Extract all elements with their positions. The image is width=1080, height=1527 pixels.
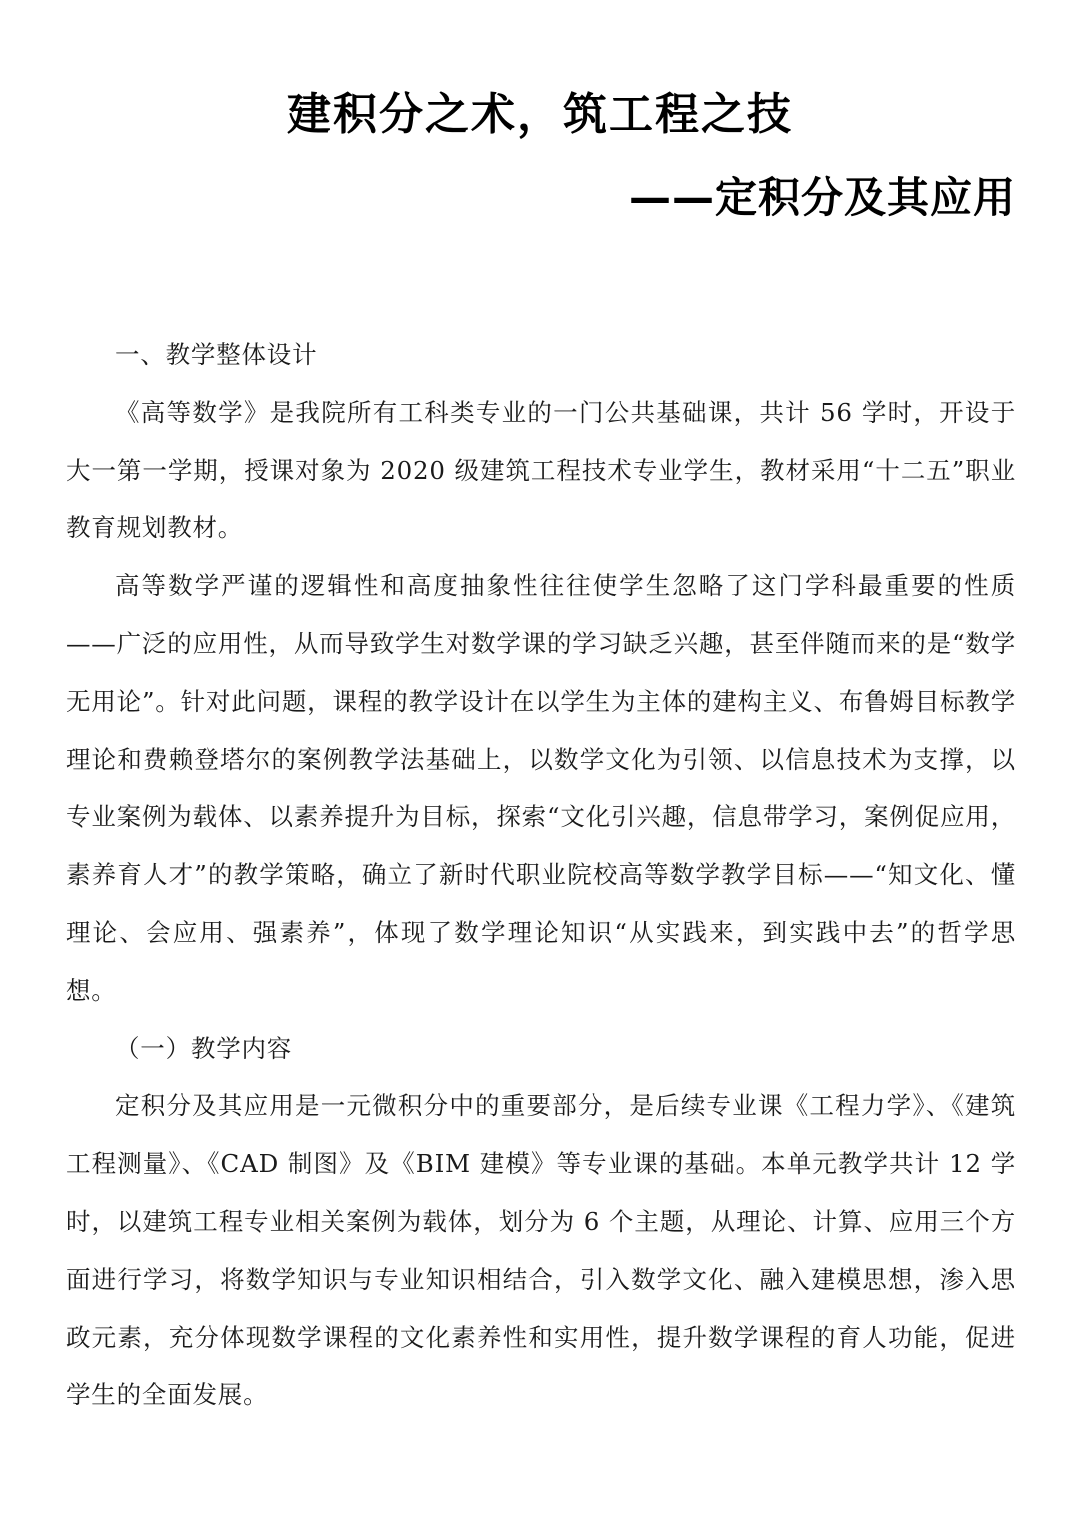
paragraph-teaching-content: 定积分及其应用是一元微积分中的重要部分，是后续专业课《工程力学》、《建筑工程测量》、《CAD 制图》及《BIM 建模》等专业课的基础。本单元教学共计 12 学时，以建筑工程专业相关案例为载体，划分为 6 个主题，从理论、计算、应用三个方面进行学习，将数学知识与专业知识相结合，引入数学文化、融入建模思想，渗入思政元素，充分体现数学课程的文化素养性和实用性，提升数学课程的育人功能，促进学生的全面发展。 [66,1091,1016,1410]
document-body [66,326,1016,1424]
section-heading-teaching-design: 一、教学整体设计 [115,340,318,369]
document-title: 建积分之术，筑工程之技 [287,89,793,140]
paragraph-teaching-strategy: 高等数学严谨的逻辑性和高度抽象性往往使学生忽略了这门学科最重要的性质——广泛的应用性，从而导致学生对数学课的学习缺乏兴趣，甚至伴随而来的是“数学无用论”。针对此问题，课程的教学设计在以学生为主体的建构主义、布鲁姆目标教学理论和费赖登塔尔的案例教学法基础上，以数学文化为引领、以信息技术为支撑，以专业案例为载体、以素养提升为目标，探索“文化引兴趣，信息带学习，案例促应用，素养育人才”的教学策略，确立了新时代职业院校高等数学教学目标——“知文化、懂理论、会应用、强素养”，体现了数学理论知识“从实践来，到实践中去”的哲学思想。 [66,571,1016,1005]
document-subtitle: ——定积分及其应用 [628,173,1016,222]
paragraph-course-intro: 《高等数学》是我院所有工科类专业的一门公共基础课，共计 56 学时，开设于大一第一学期，授课对象为 2020 级建筑工程技术专业学生，教材采用“十二五”职业教育规划教材。 [66,397,1016,543]
subsection-heading-teaching-content: （一）教学内容 [115,1033,293,1063]
